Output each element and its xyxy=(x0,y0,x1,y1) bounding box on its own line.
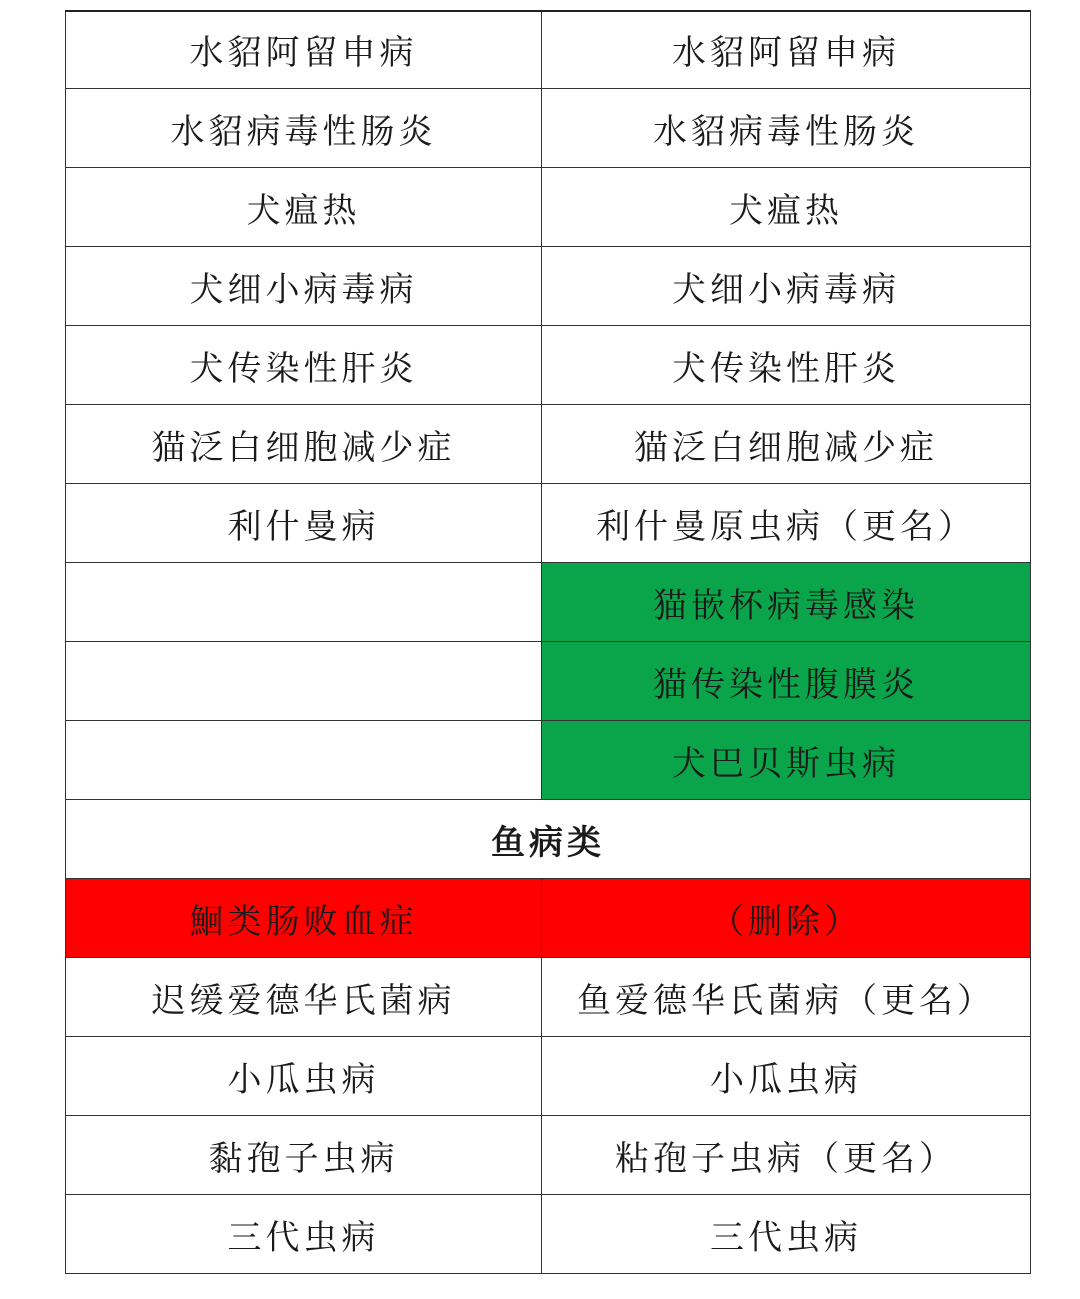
new-disease-name: 犬瘟热 xyxy=(542,168,1031,247)
disease-comparison-sheet xyxy=(65,10,1030,1288)
new-disease-name: 小瓜虫病 xyxy=(542,1037,1031,1116)
table-row xyxy=(66,1116,1031,1195)
old-disease-name: 迟缓爱德华氏菌病 xyxy=(66,958,542,1037)
old-disease-name: 猫泛白细胞减少症 xyxy=(66,405,542,484)
new-disease-name: 水貂阿留申病 xyxy=(542,10,1031,89)
empty-cell xyxy=(66,642,542,721)
added-disease-name: 猫传染性腹膜炎 xyxy=(542,642,1031,721)
table-row xyxy=(66,405,1031,484)
table-row xyxy=(66,89,1031,168)
table-row-added xyxy=(66,563,1031,642)
old-disease-name: 利什曼病 xyxy=(66,484,542,563)
table-row xyxy=(66,1037,1031,1116)
new-disease-name: 犬传染性肝炎 xyxy=(542,326,1031,405)
table-row-added xyxy=(66,642,1031,721)
section-header: 鱼病类 xyxy=(66,800,1031,879)
old-disease-name: 水貂阿留申病 xyxy=(66,10,542,89)
table-row xyxy=(66,326,1031,405)
section-header-row xyxy=(66,800,1031,879)
empty-cell xyxy=(66,563,542,642)
new-disease-name: 猫泛白细胞减少症 xyxy=(542,405,1031,484)
old-disease-name: 黏孢子虫病 xyxy=(66,1116,542,1195)
table-row xyxy=(66,247,1031,326)
table-row xyxy=(66,168,1031,247)
new-disease-name: 利什曼原虫病（更名） xyxy=(542,484,1031,563)
old-disease-name: 犬细小病毒病 xyxy=(66,247,542,326)
new-disease-name: 粘孢子虫病（更名） xyxy=(542,1116,1031,1195)
old-disease-name: 三代虫病 xyxy=(66,1195,542,1274)
added-disease-name: 犬巴贝斯虫病 xyxy=(542,721,1031,800)
deleted-marker: （删除） xyxy=(542,879,1031,958)
old-disease-name: 小瓜虫病 xyxy=(66,1037,542,1116)
table-row xyxy=(66,958,1031,1037)
table-row xyxy=(66,484,1031,563)
table-row-deleted xyxy=(66,879,1031,958)
old-disease-name: 水貂病毒性肠炎 xyxy=(66,89,542,168)
new-disease-name: 鱼爱德华氏菌病（更名） xyxy=(542,958,1031,1037)
new-disease-name: 犬细小病毒病 xyxy=(542,247,1031,326)
table-row xyxy=(66,10,1031,89)
disease-comparison-table xyxy=(65,10,1031,1274)
added-disease-name: 猫嵌杯病毒感染 xyxy=(542,563,1031,642)
table-row-added xyxy=(66,721,1031,800)
top-rule xyxy=(65,10,1030,12)
new-disease-name: 三代虫病 xyxy=(542,1195,1031,1274)
deleted-disease-name: 鮰类肠败血症 xyxy=(66,879,542,958)
empty-cell xyxy=(66,721,542,800)
old-disease-name: 犬瘟热 xyxy=(66,168,542,247)
new-disease-name: 水貂病毒性肠炎 xyxy=(542,89,1031,168)
table-row xyxy=(66,1195,1031,1274)
old-disease-name: 犬传染性肝炎 xyxy=(66,326,542,405)
